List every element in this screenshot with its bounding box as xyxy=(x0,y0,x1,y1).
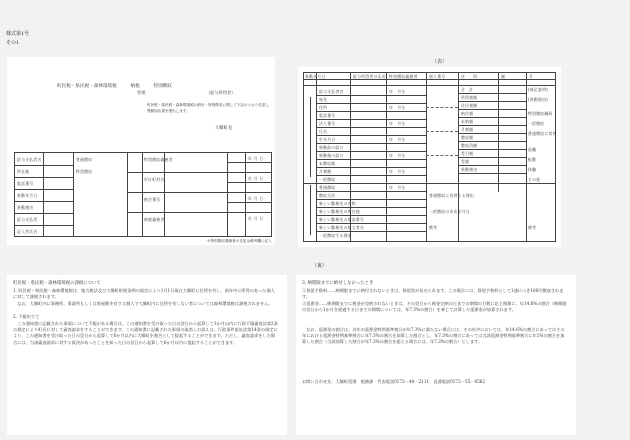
left-row-6: 記入者氏名 xyxy=(17,229,38,234)
rc-right-4: 未納額 xyxy=(461,119,474,124)
left-row-3: 異動年月日 xyxy=(17,193,38,198)
back-left-item-2: 2. 不服申立て xyxy=(13,314,40,319)
rc-left-0: 給与支払者名 xyxy=(319,89,344,94)
rc-left-1: 宛先 xyxy=(319,97,328,102)
rc-left-12: 普通徴収 xyxy=(319,185,336,190)
rc-mid-1: 年 月分 xyxy=(389,105,406,110)
rc-right-8: 差引額 xyxy=(461,151,474,156)
extra-header-1: 特別徴収 xyxy=(76,169,93,174)
back-right-sheet xyxy=(296,275,576,435)
rc-bottom-7: 備考 xyxy=(429,225,438,230)
rc-mid-2: 年 月分 xyxy=(389,121,406,126)
back-right-item-0: ①督促手数料……納期限までに納付されないときは、督促状が発せられます。この場合には、督促手数料として1通につき100円徴収されます。 xyxy=(302,288,564,300)
rc-bottom-1: 新しい勤務先の所在地 xyxy=(319,209,360,214)
rc-right-10: 異動理由 xyxy=(461,167,478,172)
rc-right-1: 所得税額 xyxy=(461,95,478,100)
top-label-3: 個人番号 xyxy=(429,74,446,79)
form-number: 様式第1号 xyxy=(6,31,30,37)
rc-tag-7: 休職 xyxy=(528,167,537,172)
back-right-contact: お問い合わせ先：大郷町役場 税務課 代表電話0172－40－2111 直通電話0172－55－6562 xyxy=(302,379,486,384)
rc-bottom-5: 普通徴収に切替える理由 xyxy=(429,193,475,198)
back-left-item-3: この通知書に記載された事項について不服がある場合は、この通知書を受け取った日の翌日から起算して3か月以内に行政不服審査法第2条の規定により町長に対して審査請求をすることができます。この通知書に記載された事項の取消しの訴えは、行政事件訴訟法第14条の規定により、この通知書を受け取った日の翌日から起算して6か月以内に大郷町を被告として提起することができます。ただし、審査請求をした場合には、当該審査請求に対する裁決があったことを知った日の翌日から起算して6か月以内に提起することができます。 xyxy=(13,321,278,345)
left-row-2: 電話番号 xyxy=(17,181,34,186)
rc-left-6: 生年月日 xyxy=(319,137,336,142)
mid-row-3: 納税義務者 xyxy=(144,217,165,222)
left-form-note-2: 異動届出書を提出します。 xyxy=(147,109,190,113)
rc-right-3: 納付額 xyxy=(461,111,474,116)
rc-left-8: 異動後の給与 xyxy=(319,153,344,158)
rc-right-7: 徴収済額 xyxy=(461,143,478,148)
top-label-0: 異動年月日 xyxy=(305,74,326,79)
right-row-0: 年 月 日 xyxy=(248,156,264,161)
rc-tag-3: 一括徴収 xyxy=(528,121,545,126)
top-label-2: 特別徴収義務者 xyxy=(389,74,418,79)
rc-left-11: 一括徴収 xyxy=(319,177,336,182)
left-row-5: 給与支払者 xyxy=(17,217,38,222)
rc-tag-1: [異動理由] xyxy=(528,97,548,102)
rc-left-3: 電話番号 xyxy=(319,113,336,118)
rc-mid-0: 年 月分 xyxy=(389,89,406,94)
rc-mid-5: 年 月分 xyxy=(389,169,406,174)
rc-left-10: 月割額 xyxy=(319,169,332,174)
rc-tag-0: [補足説明] xyxy=(528,87,548,92)
back-right-item-1: ②延滞金……納期限までに税金が完納されないときは、その翌日から税金完納の日までの期間の日数に応じ税額に、年14.6%の割合（納期限の翌日から1か月を経過する日までの期間については、年7.3%の割合）を乗じて計算した延滞金が加算されます。 xyxy=(302,301,567,313)
left-form-sheet xyxy=(7,57,275,245)
left-form-footer-note: ※特別徴収義務者の変更は備考欄に記入 xyxy=(207,239,272,243)
rc-left-4: 法人番号 xyxy=(319,121,336,126)
right-form-sheet xyxy=(298,67,561,247)
extra-header-0: 普通徴収 xyxy=(76,157,93,162)
rc-left-5: 氏名 xyxy=(319,129,328,134)
mid-row-0: 特別徴収義務者 xyxy=(144,157,173,162)
rc-mid-6: 年 月分 xyxy=(389,185,406,190)
left-form-recipient: 大郷町長 xyxy=(215,126,233,131)
back-right-heading: 3. 納期限までに納付しなかったとき xyxy=(302,281,374,286)
rc-bottom-2: 新しい勤務先の電話番号 xyxy=(319,217,365,222)
rc-right-9: 差額 xyxy=(461,159,470,164)
left-row-0: 給与支払者名 xyxy=(17,157,42,162)
rc-mid-4: 年 月分 xyxy=(389,153,406,158)
left-row-4: 異動理由 xyxy=(17,205,34,210)
rc-tag-9: 備考 xyxy=(528,225,537,230)
left-row-1: 所在地 xyxy=(17,169,30,174)
rc-right-6: 徴収額 xyxy=(461,135,474,140)
back-right-item-2: なお、延滞金の割合は、各年の延滞金特例基準割合が年7.3%に満たない場合には、その年中においては、年14.6%の割合にあってはその年における延滞金特例基準割合に年7.3%の割合を加算した割合とし、年7.3%の割合にあっては当該延滞金特例基準割合に年1%の割合を加算した割合（当該加算した割合が年7.3%の割合を超える場合には、年7.3%の割合）とします。 xyxy=(302,327,565,345)
rc-right-0: 合 計 xyxy=(461,87,474,92)
back-left-sheet xyxy=(7,275,287,435)
rc-tag-8: その他 xyxy=(528,177,541,182)
left-form-note-1: 町民税・県民税・森林環境税の納付・特別徴収に関して下記のとおり変更し xyxy=(147,103,270,107)
top-label-1: 給与所得者の氏名 xyxy=(353,74,386,79)
rc-tag-2: 特別徴収継続 xyxy=(528,111,553,116)
back-label: （裏） xyxy=(312,263,328,269)
rc-right-2: 住民税額 xyxy=(461,103,478,108)
left-form-title: 町民税・県民税・森林環境税 納税 特別徴収 xyxy=(57,84,172,89)
rc-left-2: 住所 xyxy=(319,105,328,110)
rc-bottom-0: 新しい勤務先の名称 xyxy=(319,201,356,206)
rc-left-9: 未徴収額 xyxy=(319,161,336,166)
back-left-item-1: なお、大郷町内に事務所、事業所もしくは家屋敷を有する個人で大郷町内に住所を有しない者については森林環境税は課税されません。 xyxy=(13,301,273,306)
rc-tag-4: 普通徴収に切替 xyxy=(528,131,557,136)
section-b: 額 xyxy=(501,74,506,79)
rc-left-7: 異動前の給与 xyxy=(319,145,344,150)
mid-row-2: 指定番号 xyxy=(144,197,161,202)
rc-bottom-3: 新しい勤務先の担当者名 xyxy=(319,225,365,230)
rc-right-5: 月割額 xyxy=(461,127,474,132)
rc-mid-3: 年 月分 xyxy=(389,137,406,142)
right-row-3: 年 月 日 xyxy=(248,216,264,221)
back-left-heading: 町民税・県民税・森林環境税の課税について xyxy=(13,281,101,286)
rc-bottom-6: 一括徴収の申出年月日 xyxy=(429,209,470,214)
rc-bottom-4: 一括徴収する理由 xyxy=(319,233,352,238)
top-label-4: 住 所 xyxy=(461,74,478,79)
rc-tag-5: 退職 xyxy=(528,147,537,152)
mid-row-1: 市区町村名 xyxy=(144,177,165,182)
rc-left-13: 徴収方法 xyxy=(319,193,336,198)
right-row-1: 年 月 日 xyxy=(248,176,264,181)
front-label: （表） xyxy=(432,59,448,65)
left-form-subtitle: 管理 （給与所得者） xyxy=(137,90,236,95)
section-a: 月 xyxy=(529,74,534,79)
right-row-2: 年 月 日 xyxy=(248,196,264,201)
part-label: その1 xyxy=(6,40,20,46)
back-left-item-0: 1. 町民税・県民税・森林環境税は、地方税法及び大郷町町税条例の規定により1月1日現在大郷町に住所を有し、前年中に所得のあった個人に対して課税されます。 xyxy=(13,288,275,300)
rc-tag-6: 転勤 xyxy=(528,157,537,162)
